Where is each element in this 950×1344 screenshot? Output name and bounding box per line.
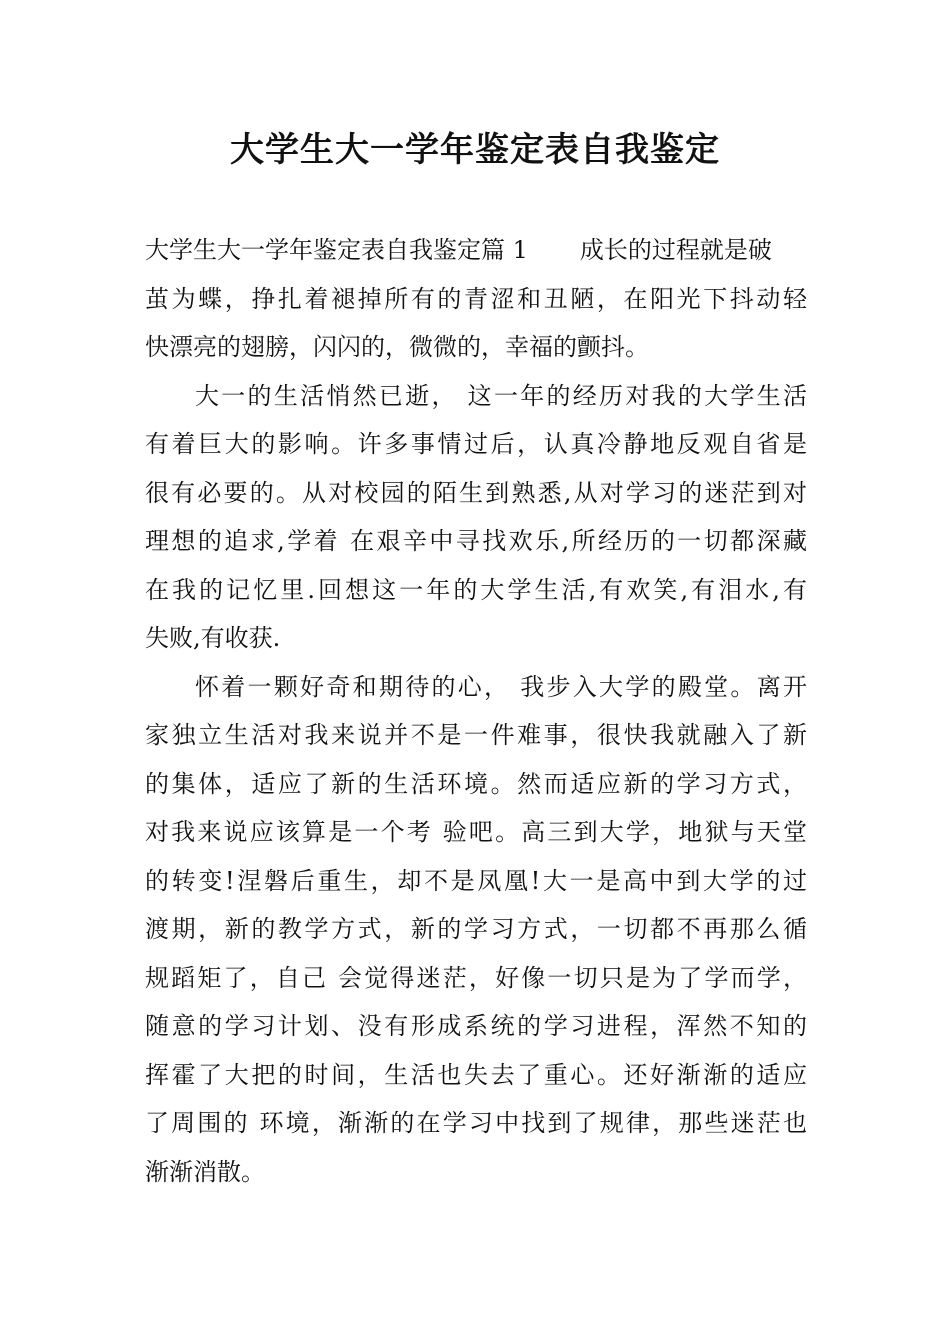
- paragraph-3: [145, 663, 807, 1197]
- paragraph-line: 规蹈矩了，自己 会觉得迷茫，好像一切只是为了学而学，: [145, 963, 807, 992]
- paragraph-line: 对我来说应该算是一个考 验吧。高三到大学，地狱与天堂: [145, 818, 807, 846]
- paragraph-line: 快漂亮的翅膀，闪闪的，微微的，幸福的颤抖。: [145, 333, 649, 361]
- paragraph-line: 家独立生活对我来说并不是一件难事，很快我就融入了新: [145, 721, 807, 749]
- paragraph-line: 的转变!涅磐后重生，却不是凤凰!大一是高中到大学的过: [145, 866, 807, 895]
- paragraph-line: 渡期，新的教学方式，新的学习方式，一切都不再那么循: [145, 915, 807, 943]
- paragraph-line: 失败,有收获.: [145, 624, 281, 652]
- paragraph-text: 成长的过程就是破: [579, 236, 772, 264]
- paragraph-line: 很有必要的。从对校园的陌生到熟悉,从对学习的迷茫到对: [145, 478, 807, 507]
- paragraph-2: [145, 372, 807, 663]
- paragraph-line: 的集体，适应了新的生活环境。然而适应新的学习方式，: [145, 769, 807, 798]
- paragraph-line: [145, 226, 807, 275]
- paragraph-line: 大一的生活悄然已逝， 这一年的经历对我的大学生活: [195, 381, 807, 410]
- paragraph-line: 在我的记忆里.回想这一年的大学生活,有欢笑,有泪水,有: [145, 575, 807, 604]
- section-heading: 大学生大一学年鉴定表自我鉴定篇 1: [145, 236, 528, 264]
- paragraph-line: 理想的追求,学着 在艰辛中寻找欢乐,所经历的一切都深藏: [145, 527, 807, 555]
- paragraph-line: 渐渐消散。: [145, 1157, 265, 1186]
- paragraph-line: 了周围的 环境，渐渐的在学习中找到了规律，那些迷茫也: [145, 1109, 807, 1137]
- paragraph-line: 有着巨大的影响。许多事情过后，认真冷静地反观自省是: [145, 430, 807, 458]
- document-title: 大学生大一学年鉴定表自我鉴定: [230, 130, 720, 170]
- paragraph-line: 随意的学习计划、没有形成系统的学习进程，浑然不知的: [145, 1012, 807, 1040]
- paragraph-1: [145, 226, 807, 372]
- paragraph-line: 茧为蝶，挣扎着褪掉所有的青涩和丑陋，在阳光下抖动轻: [145, 284, 807, 313]
- document-body: [145, 226, 807, 1196]
- paragraph-line: 怀着一颗好奇和期待的心， 我步入大学的殿堂。离开: [195, 672, 807, 701]
- paragraph-line: 挥霍了大把的时间，生活也失去了重心。还好渐渐的适应: [145, 1060, 807, 1089]
